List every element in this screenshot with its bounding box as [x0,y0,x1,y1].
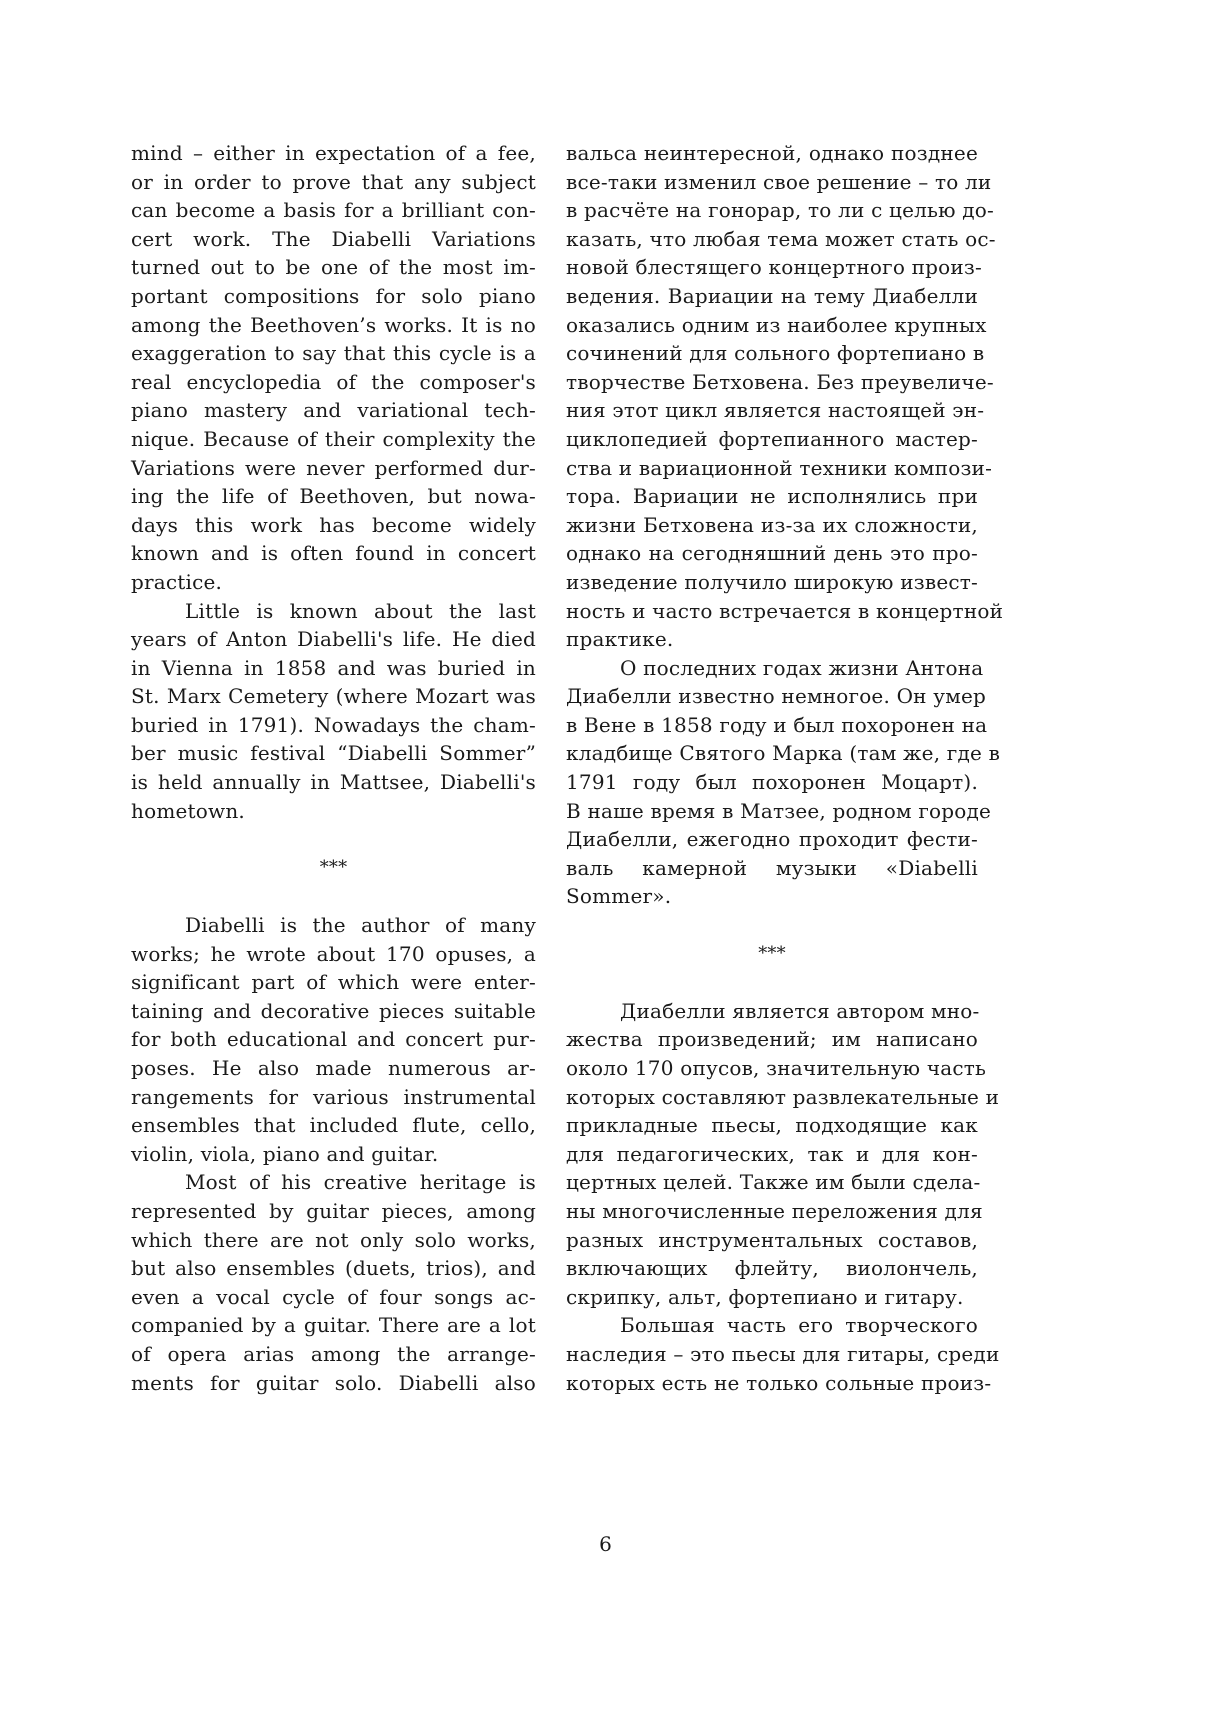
text-line: Диабелли, ежегодно проходит фести- [566,827,978,852]
text-line: Variations were never performed dur- [131,455,536,480]
text-line: which there are not only solo works, [131,1227,536,1252]
text-line: казать, что любая тема может стать ос- [566,226,996,251]
text-line: significant part of which were enter- [131,970,536,995]
text-line: для педагогических, так и для кон- [566,1141,978,1166]
text-line: for both educational and concert pur- [131,1027,536,1052]
paragraph-diabelli-variations-ru [566,139,1004,654]
right-column-russian [566,139,1004,1397]
paragraph-guitar-heritage-ru [566,1311,1000,1397]
text-line: оказались одним из наиболее крупных [566,312,987,337]
text-line: Little is known about the last [185,598,536,623]
section-separator: *** [319,856,348,878]
text-line: violin, viola, piano and guitar. [131,1141,439,1166]
text-line: ность и часто встречается в концертной [566,598,1004,623]
text-line: even a vocal cycle of four songs ac- [131,1284,536,1309]
text-line: вальса неинтересной, однако позднее [566,141,978,165]
text-line: is held annually in Mattsee, Diabelli's [131,770,536,795]
text-line: ensembles that included flute, cello, [131,1113,536,1138]
paragraph-author-of-works [131,911,536,1168]
text-line: rangements for various instrumental [131,1084,536,1109]
text-line: прикладные пьесы, подходящие как [566,1113,978,1138]
text-line: творчестве Бетховена. Без преувеличе- [566,369,994,394]
text-line: в Вене в 1858 году и был похоронен на [566,712,988,737]
text-line: years of Anton Diabelli's life. He died [131,627,536,652]
text-line: known and is often found in concert [131,541,536,566]
paragraph-diabelli-variations [131,139,536,597]
paragraph-last-years [131,597,536,826]
text-line: real encyclopedia of the composer's [131,369,536,394]
text-line: nique. Because of their complexity the [131,426,536,451]
paragraph-guitar-heritage [131,1168,536,1397]
text-line: ства и вариационной техники компози- [566,455,993,480]
text-line: практике. [566,627,674,652]
text-line: ing the life of Beethoven, but nowa- [131,484,536,509]
text-line: can become a basis for a brilliant con- [131,198,536,223]
spacer [566,911,978,940]
text-line: buried in 1791). Nowadays the cham- [131,712,536,737]
text-line: exaggeration to say that this cycle is a [131,341,536,366]
spacer [566,968,978,997]
text-line: все-таки изменил свое решение – то ли [566,169,992,194]
text-line: days this work has become widely [131,512,536,537]
text-line: разных инструментальных составов, [566,1227,978,1252]
text-line: of opera arias among the arrange- [131,1341,536,1366]
text-line: ber music festival “Diabelli Sommer” [131,741,536,766]
text-line: валь камерной музыки «Diabelli [566,855,978,880]
text-line: О последних годах жизни Антона [620,655,984,680]
paragraph-last-years-ru [566,654,1001,911]
text-line: однако на сегодняшний день это про- [566,541,978,566]
text-line: works; he wrote about 170 opuses, a [131,941,536,966]
text-line: ны многочисленные переложения для [566,1198,983,1223]
text-line: in Vienna in 1858 and was buried in [131,655,536,680]
text-line: жизни Бетховена из-за их сложности, [566,512,978,537]
text-line: St. Marx Cemetery (where Mozart was [131,684,536,709]
text-line: Большая часть его творческого [620,1313,978,1338]
text-line: циклопедией фортепианного мастер- [566,426,978,451]
text-line: Most of his creative heritage is [185,1170,536,1195]
text-line: ments for guitar solo. Diabelli also [131,1370,536,1395]
text-line: portant compositions for solo piano [131,283,536,308]
text-line: В наше время в Матзее, родном городе [566,798,992,823]
text-line: наследия – это пьесы для гитары, среди [566,1341,1000,1366]
text-line: новой блестящего концертного произ- [566,255,982,280]
text-line: hometown. [131,798,245,823]
text-line: кладбище Святого Марка (там же, где в [566,741,1001,766]
text-line: mind – either in expectation of a fee, [131,141,536,165]
text-line: Диабелли известно немногое. Он умер [566,684,987,709]
text-line: piano mastery and variational tech- [131,398,536,423]
text-line: poses. He also made numerous ar- [131,1056,536,1080]
text-line: цертных целей. Также им были сдела- [566,1170,981,1195]
text-line: Диабелли является автором мно- [620,998,980,1023]
text-line: скрипку, альт, фортепиано и гитару. [566,1284,964,1309]
text-line: изведение получило широкую извест- [566,569,978,594]
text-line: cert work. The Diabelli Variations [131,226,536,251]
text-line: but also ensembles (duets, trios), and [131,1256,536,1281]
text-line: among the Beethoven’s works. It is no [131,312,536,337]
text-line: Sommer». [566,884,672,909]
text-line: тора. Вариации не исполнялись при [566,484,978,509]
text-line: которых составляют развлекательные и [566,1084,1000,1109]
text-line: represented by guitar pieces, among [131,1198,536,1223]
text-line: Diabelli is the author of many [185,913,536,938]
text-line: taining and decorative pieces suitable [131,998,536,1023]
paragraph-author-of-works-ru [566,997,1000,1312]
text-line: жества произведений; им написано [566,1027,978,1052]
section-separator: *** [758,942,786,964]
text-line: ния этот цикл является настоящей эн- [566,398,985,423]
text-line: в расчёте на гонорар, то ли с целью до- [566,198,994,223]
text-line: 1791 году был похоронен Моцарт). [566,770,978,795]
text-line: сочинений для сольного фортепиано в [566,341,985,366]
text-line: turned out to be one of the most im- [131,255,536,280]
text-line: or in order to prove that any subject [131,169,536,194]
text-line: companied by a guitar. There are a lot [131,1313,536,1338]
text-line: practice. [131,569,223,594]
page-number: 6 [599,1532,612,1556]
text-line: включающих флейту, виолончель, [566,1256,978,1281]
spacer [131,825,536,854]
text-line: около 170 опусов, значительную часть [566,1056,987,1080]
left-column-english [131,139,536,1397]
text-line: которых есть не только сольные произ- [566,1370,992,1395]
text-line: ведения. Вариации на тему Диабелли [566,283,978,308]
spacer [131,882,536,911]
